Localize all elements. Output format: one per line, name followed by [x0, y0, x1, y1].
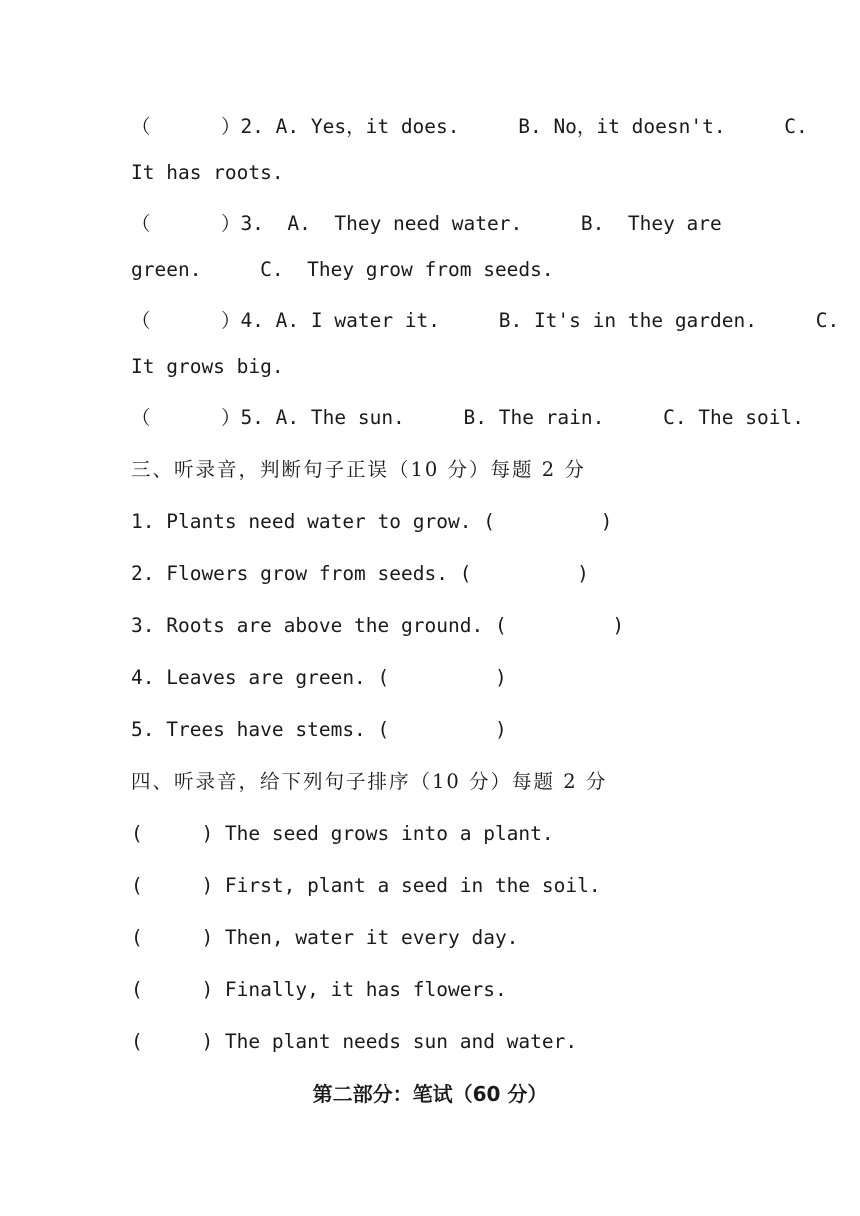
question-4-line-2: It grows big. [131, 355, 284, 378]
section-4-item: ( ) The plant needs sun and water. [131, 1030, 578, 1053]
section-4-item: ( ) Then, water it every day. [131, 926, 519, 949]
question-3-line-2: green. C. They grow from seeds. [131, 258, 554, 281]
part-2-heading: 第二部分：笔试（60 分） [312, 1082, 548, 1106]
section-4-item: ( ) First, plant a seed in the soil. [131, 874, 601, 897]
section-3-title: 三、听录音，判断句子正误（10 分）每题 2 分 [131, 458, 586, 481]
section-3-item: 4. Leaves are green. ( ) [131, 666, 507, 689]
section-4-item: ( ) Finally, it has flowers. [131, 978, 507, 1001]
question-2-line-1: （ ）2. A. Yes，it does. B. No，it doesn't. C. [131, 115, 808, 138]
section-3-item: 1. Plants need water to grow. ( ) [131, 510, 613, 533]
section-3-item: 2. Flowers grow from seeds. ( ) [131, 562, 589, 585]
question-2-line-2: It has roots. [131, 161, 284, 184]
question-5-line: （ ）5. A. The sun. B. The rain. C. The soil. [131, 406, 804, 429]
section-3-item: 3. Roots are above the ground. ( ) [131, 614, 625, 637]
section-3-item: 5. Trees have stems. ( ) [131, 718, 507, 741]
section-4-title: 四、听录音，给下列句子排序（10 分）每题 2 分 [131, 770, 608, 793]
question-3-line-1: （ ）3. A. They need water. B. They are [131, 212, 722, 235]
section-4-item: ( ) The seed grows into a plant. [131, 822, 554, 845]
question-4-line-1: （ ）4. A. I water it. B. It's in the garden. C. [131, 309, 840, 332]
